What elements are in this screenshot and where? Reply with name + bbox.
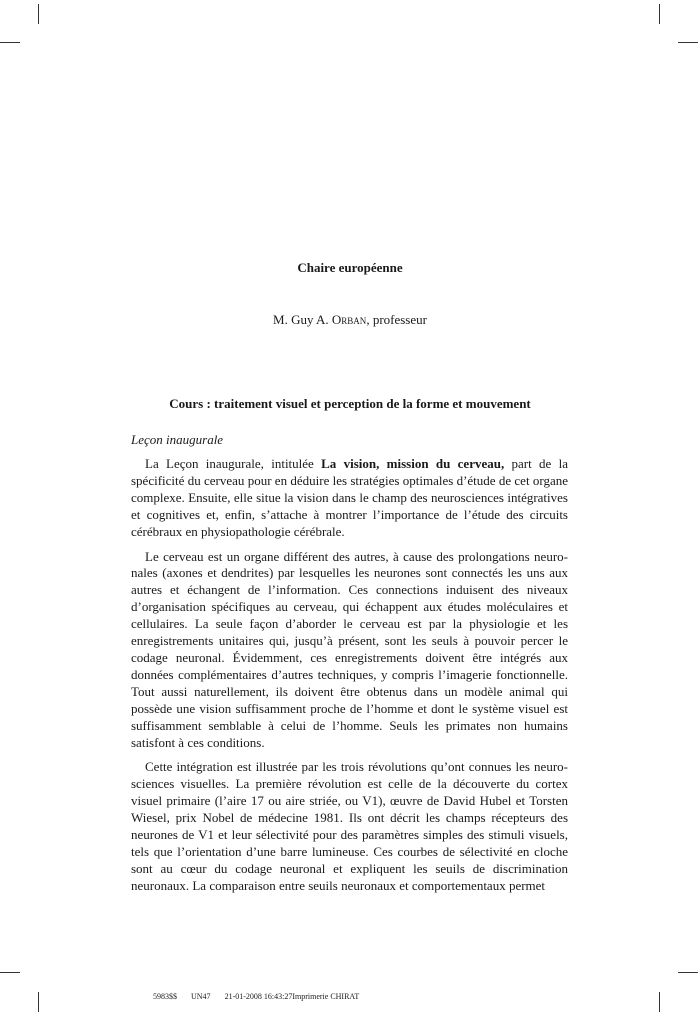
body-text — [131, 456, 568, 903]
printer-footer — [153, 992, 373, 1001]
crop-mark — [678, 972, 698, 973]
crop-mark — [659, 4, 660, 24]
crop-mark — [38, 4, 39, 24]
print-stamp: 21-01-2008 16:43:27Imprimerie CHIRAT — [224, 992, 360, 1001]
course-title: Cours : traitement visuel et perception de la forme et mouvement — [169, 396, 531, 411]
job-number: 5983$$ — [153, 992, 177, 1001]
author-line — [0, 312, 700, 328]
author-prefix: M. Guy A. — [273, 312, 332, 327]
lecture-title: La vision, mission du cerveau, — [321, 456, 505, 471]
paragraph: Cette intégration est illustrée par les trois révolutions qu’ont connues les neurosciences visuelles. La première révolution est celle de la découverte du cortex visuel primaire (l’aire 17 ou aire striée, ou V1), œuvre de David Hubel et Torsten Wiesel, prix Nobel de médecine 1981. Ils ont décrit les champs récepteurs des neurones de V1 et leur sélectivité pour des paramètres simples des stimuli visuels, tels que l’orientation d’une barre lumineuse. Ces courbes de sélectivité en cloche sont au cœur du codage neuronal et expliquent les seuils de discrimination neuronaux. La comparaison entre seuils neuronaux et comportementaux permet — [131, 759, 568, 893]
section-title: Leçon inaugurale — [131, 432, 224, 447]
paragraph-1-start: La Leçon inaugurale, intitulée — [145, 456, 322, 471]
crop-mark — [0, 972, 20, 973]
author-suffix: , professeur — [366, 312, 427, 327]
page-title: Chaire européenne — [297, 260, 403, 275]
author-name: Orban — [331, 312, 367, 327]
paragraph — [131, 456, 568, 541]
paragraph-1-end: part de la spécificité du cerveau pour en déduire les stratégies optimales d’étude de cet organe complexe. Ensuite, elle situe la vision dans le champ des neurosciences intégratives et cognitives et, enfin, s’attache à montrer l’importance de l’étude des circuits cérébraux en physiopathologie cérébrale. — [131, 456, 568, 539]
crop-mark — [38, 992, 39, 1012]
paragraph: Le cerveau est un organe différent des autres, à cause des prolongations neuronales (axones et dendrites) par lesquelles les neurones sont connectés les uns aux autres et échangent de l’information. Ces connections induisent des niveaux d’organisation spécifiques au cerveau, qui échappent aux études moléculaires et cellulaires. La seule façon d’aborder le cerveau est par la physiologie et les enregistrements unitaires qui, jusqu’à présent, sont les seuls à pouvoir percer le codage neuronal. Évidemment, ces enregistrements doivent être intégrés aux données complémentaires d’autres techniques, y compris l’imagerie fonctionnelle. Tout aussi naturellement, ils doivent être obtenus dans un modèle animal qui possède une vision suffisamment proche de l’homme et dont le système visuel est suffisamment semblable à celui de l’homme. Seuls les primates non humains satisfont à ces conditions. — [131, 548, 568, 750]
crop-mark — [678, 42, 698, 43]
job-code: UN47 — [191, 992, 211, 1001]
crop-mark — [659, 992, 660, 1012]
crop-mark — [0, 42, 20, 43]
